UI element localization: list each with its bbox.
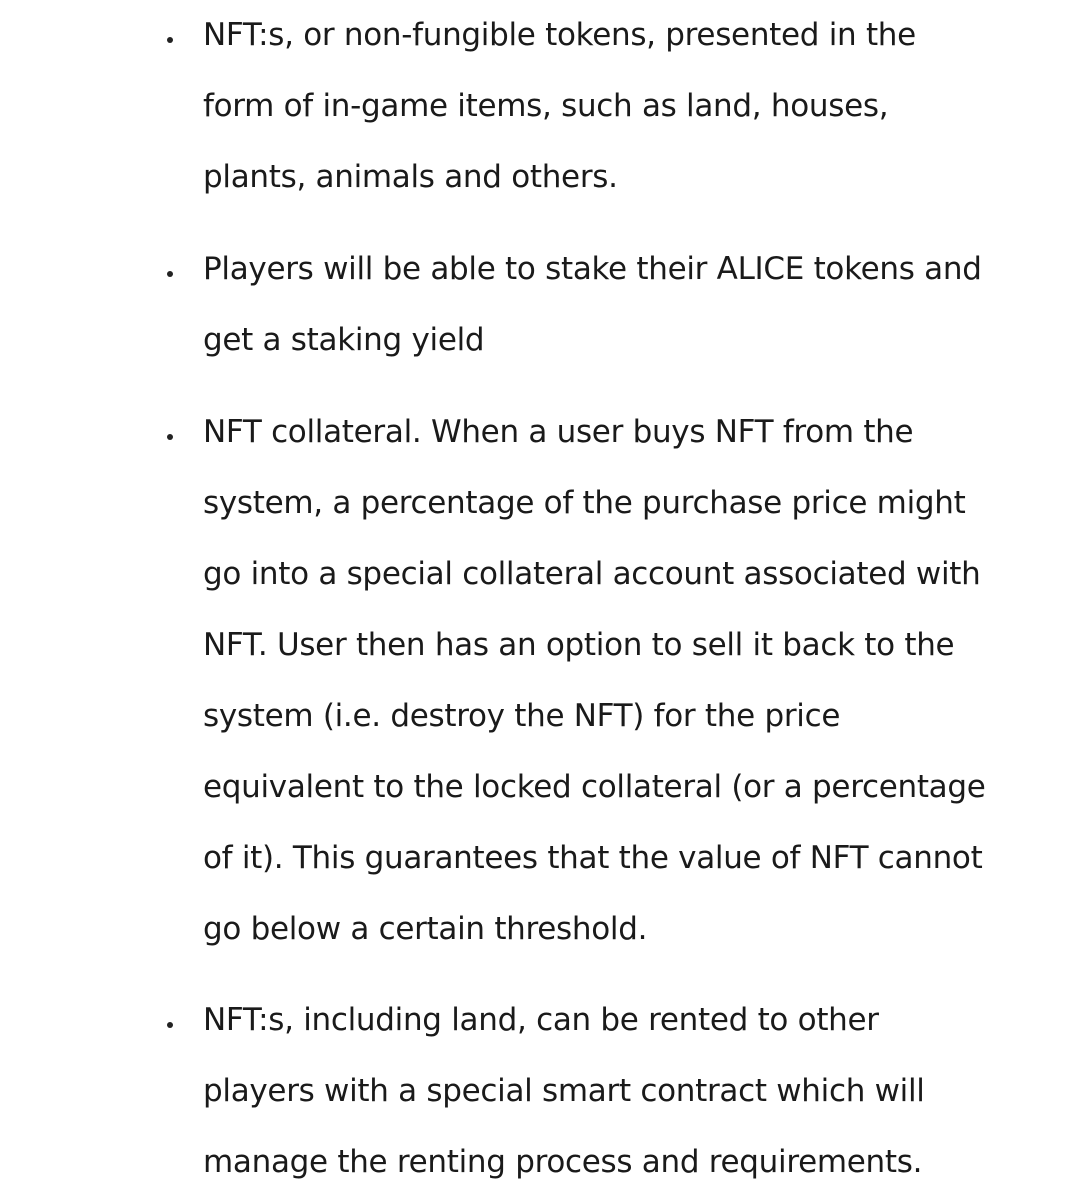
bullet-dot: [167, 271, 173, 277]
list-item-text: [203, 397, 1003, 965]
text-line: go below a certain threshold.: [203, 911, 648, 947]
bullet-dot: [167, 37, 173, 43]
text-line: plants, animals and others.: [203, 159, 618, 195]
text-line: NFT:s, or non-fungible tokens, presented in the: [203, 17, 916, 53]
text-line: system (i.e. destroy the NFT) for the price: [203, 698, 841, 734]
text-line: of it). This guarantees that the value of NFT cannot: [203, 840, 983, 876]
text-line: NFT. User then has an option to sell it back to the: [203, 627, 955, 663]
text-line: go into a special collateral account associated with: [203, 556, 981, 592]
text-line: form of in-game items, such as land, houses,: [203, 88, 889, 124]
text-line: Players will be able to stake their ALICE tokens and: [203, 251, 982, 287]
text-line: players with a special smart contract which will: [203, 1073, 925, 1109]
bullet-dot: [167, 434, 173, 440]
bullet-dot: [167, 1022, 173, 1028]
list-item-text: [203, 0, 1003, 213]
text-line: system, a percentage of the purchase price might: [203, 485, 966, 521]
text-line: get a staking yield: [203, 322, 485, 358]
text-line: equivalent to the locked collateral (or a percentage: [203, 769, 986, 805]
text-line: NFT collateral. When a user buys NFT from the: [203, 414, 914, 450]
list-item-text: [203, 234, 1003, 376]
list-item-text: [203, 985, 1003, 1198]
text-line: manage the renting process and requirements.: [203, 1144, 923, 1180]
text-line: NFT:s, including land, can be rented to other: [203, 1002, 879, 1038]
